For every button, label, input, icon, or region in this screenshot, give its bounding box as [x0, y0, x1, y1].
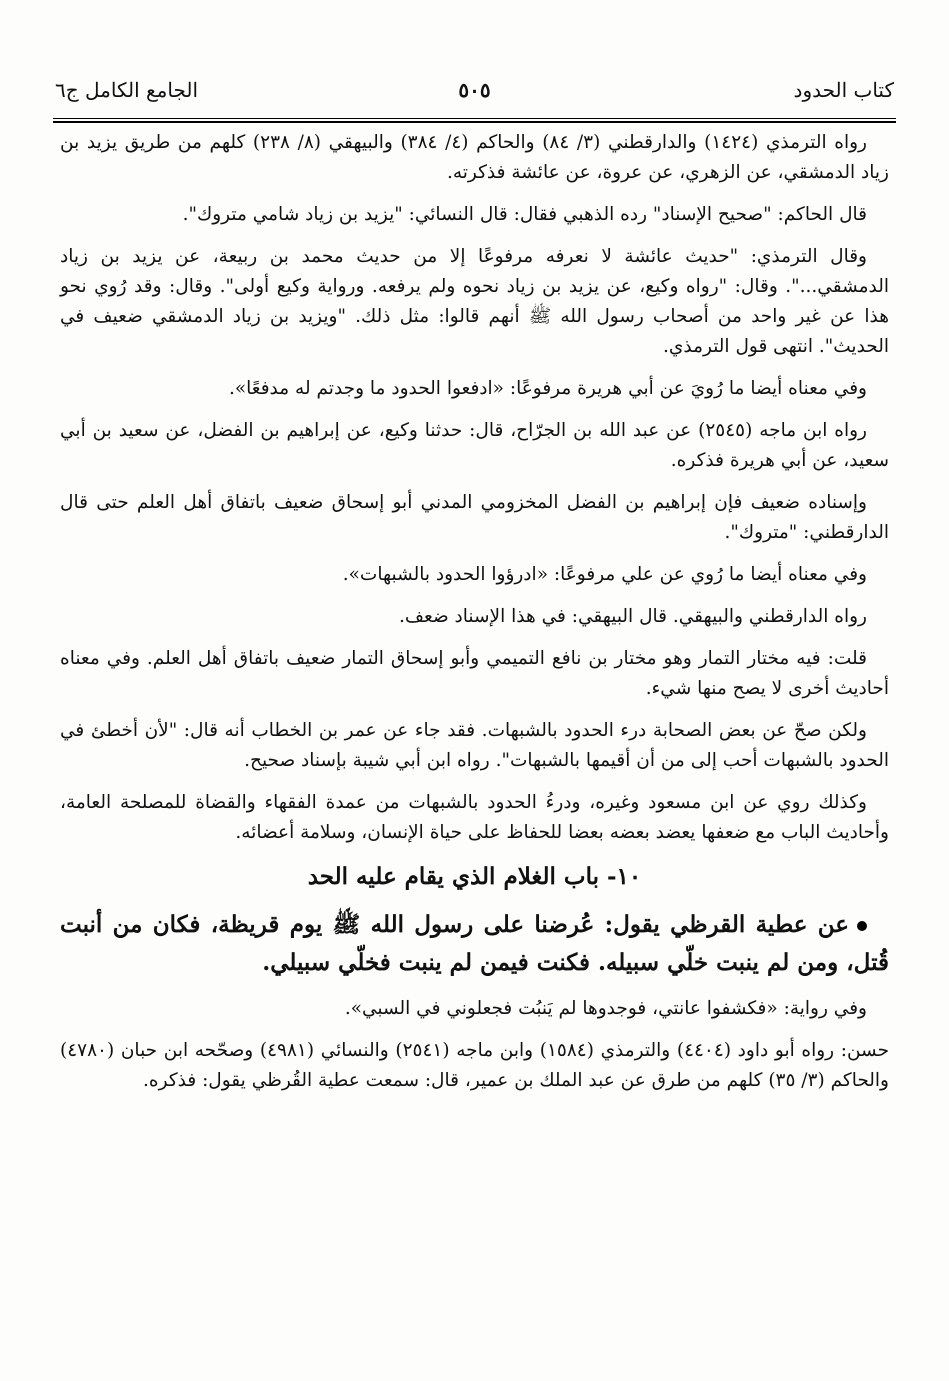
paragraph: وكذلك روي عن ابن مسعود وغيره، ودرءُ الحدود بالشبهات من عمدة الفقهاء والقضاة للمصلحة العامة، وأحاديث الباب مع ضعفها يعضد بعضه بعضا للحفاظ على حياة الإنسان، وسلامة أعضائه.: [60, 792, 889, 843]
header-chapter-title: كتاب الحدود: [793, 78, 894, 102]
paragraph: وفي رواية: «فكشفوا عانتي، فوجدوها لم يَنبُت فجعلوني في السبي».: [344, 998, 867, 1019]
page-header: [55, 70, 894, 110]
paragraph: رواه الترمذي (١٤٢٤) والدارقطني (٣/ ٨٤) والحاكم (٤/ ٣٨٤) والبيهقي (٨/ ٢٣٨) كلهم من طريق يزيد بن زياد الدمشقي، عن الزهري، عن عروة، عن عائشة فذكرته.: [60, 132, 889, 183]
page-body: [60, 128, 889, 1363]
hadith-body: عن عطية القرظي يقول: عُرضنا على رسول الله ﷺ يوم قريظة، فكان من أنبت قُتل، ومن لم ينبت خلّي سبيله. فكنت فيمن لم ينبت فخلّي سبيلي.: [60, 911, 889, 976]
paragraph: قلت: فيه مختار التمار وهو مختار بن نافع التميمي وأبو إسحاق التمار ضعيف باتفاق أهل العلم. وفي معناه أحاديث أخرى لا يصح منها شيء.: [60, 648, 889, 699]
chapter-heading: ١٠- باب الغلام الذي يقام عليه الحد: [307, 863, 642, 890]
paragraph: رواه الدارقطني والبيهقي. قال البيهقي: في هذا الإسناد ضعف.: [399, 606, 867, 627]
page-number: ٥٠٥: [458, 78, 491, 102]
bullet-icon: [857, 921, 867, 931]
paragraph: رواه ابن ماجه (٢٥٤٥) عن عبد الله بن الجرّاح، قال: حدثنا وكيع، عن إبراهيم بن الفضل، عن سعيد بن أبي سعيد، عن أبي هريرة فذكره.: [60, 420, 889, 471]
header-rule: [53, 118, 896, 123]
paragraph: وفي معناه أيضا ما رُويَ عن أبي هريرة مرفوعًا: «ادفعوا الحدود ما وجدتم له مدفعًا».: [228, 378, 867, 399]
paragraph: وقال الترمذي: "حديث عائشة لا نعرفه مرفوعًا إلا من حديث محمد بن ربيعة، عن يزيد بن زياد الدمشقي...". وقال: "رواه وكيع، عن يزيد بن زياد نحوه ولم يرفعه. ورواية وكيع أولى". وقال: وقد رُوي نحو هذا عن غير واحد من أصحاب رسول الله ﷺ أنهم قالوا: مثل ذلك. "ويزيد بن زياد الدمشقي ضعيف في الحديث". انتهى قول الترمذي.: [60, 246, 889, 357]
paragraph: وفي معناه أيضا ما رُوي عن علي مرفوعًا: «ادرؤوا الحدود بالشبهات».: [342, 564, 867, 585]
hadith-text: [60, 906, 889, 982]
paragraph: قال الحاكم: "صحيح الإسناد" رده الذهبي فقال: قال النسائي: "يزيد بن زياد شامي متروك".: [182, 204, 867, 225]
paragraph: ولكن صحّ عن بعض الصحابة درء الحدود بالشبهات. فقد جاء عن عمر بن الخطاب أنه قال: "لأن أخطئ في الحدود بالشبهات أحب إلى من أن أقيمها بالشبهات". رواه ابن أبي شيبة بإسناد صحيح.: [60, 720, 889, 771]
paragraph: وإسناده ضعيف فإن إبراهيم بن الفضل المخزومي المدني أبو إسحاق ضعيف باتفاق أهل العلم حتى قال الدارقطني: "متروك".: [60, 492, 889, 543]
header-book-title: الجامع الكامل ج٦: [55, 78, 199, 102]
paragraph: حسن: رواه أبو داود (٤٤٠٤) والترمذي (١٥٨٤) وابن ماجه (٢٥٤١) والنسائي (٤٩٨١) وصحّحه ابن حبان (٤٧٨٠) والحاكم (٣/ ٣٥) كلهم من طرق عن عبد الملك بن عمير، قال: سمعت عطية القُرظي يقول: فذكره.: [60, 1040, 890, 1091]
